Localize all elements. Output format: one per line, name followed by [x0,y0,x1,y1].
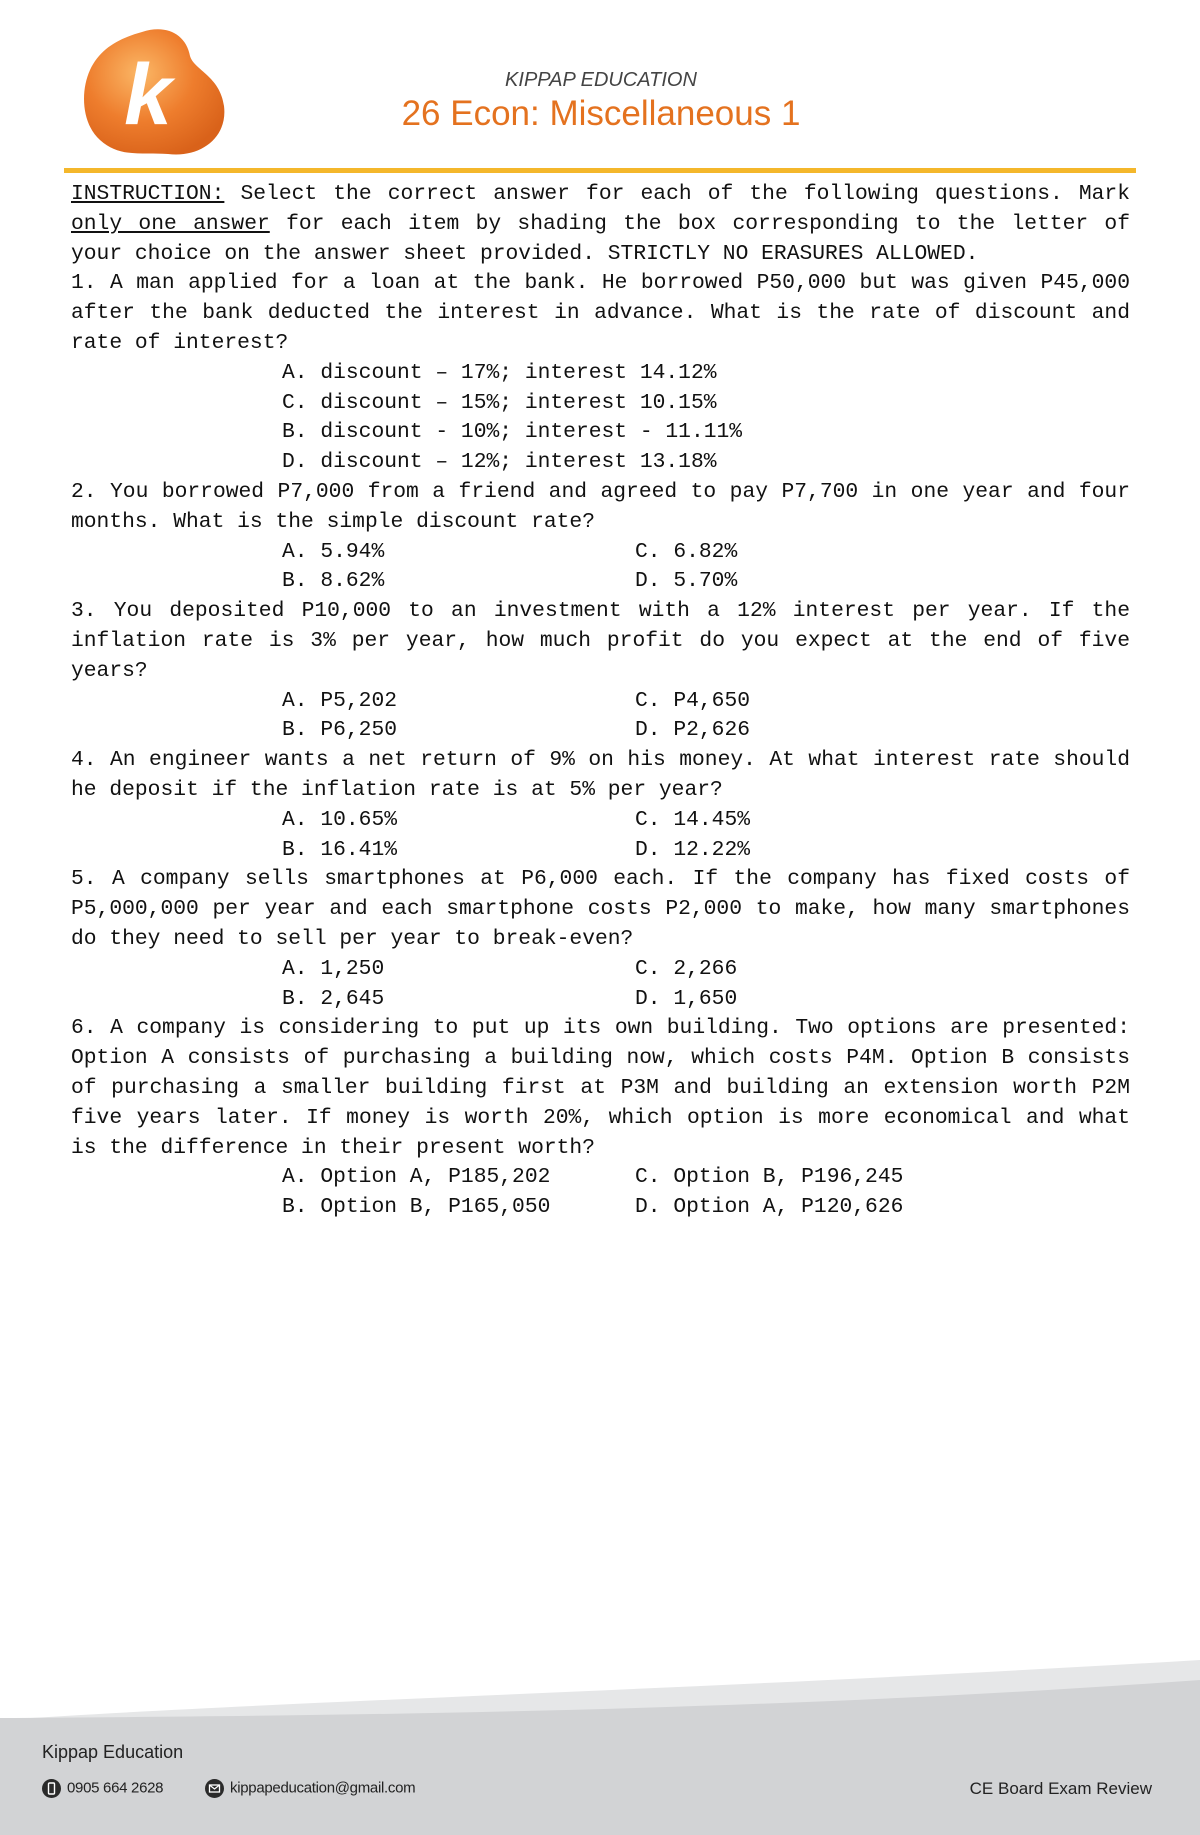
question-1-choice-b: B. discount - 10%; interest - 11.11% [282,420,743,445]
question-4-choice-d: D. 12.22% [635,837,751,862]
question-2-choices [282,538,1130,598]
question-6-choice-b: B. Option B, P165,050 [282,1195,551,1220]
mobile-phone-icon [42,1779,61,1798]
question-5-choice-a: A. 1,250 [282,956,385,981]
kippap-logo [80,26,228,160]
question-3-text: 3. You deposited P10,000 to an investment with a 12% interest per year. If the inflation rate is 3% per year, how much profit do you expect at the end of five years? [71,599,1130,683]
question-3-choices [282,687,1130,747]
question-6-choices [282,1163,1130,1223]
question-6-choice-c: C. Option B, P196,245 [635,1165,904,1190]
question-1-choice-a: A. discount – 17%; interest 14.12% [282,360,717,385]
footer-tagline: CE Board Exam Review [969,1779,1152,1798]
organization-name: KIPPAP EDUCATION [505,69,697,91]
question-5-choice-c: C. 2,266 [635,956,738,981]
question-4-choice-b: B. 16.41% [282,837,398,862]
question-6-text: 6. A company is considering to put up its own building. Two options are presented: Option A consists of purchasing a building now, which costs P4M. Option B consists of purchasing a smaller building first at P3M and building an extension worth P2M five years later. If money is worth 20%, which option is more economical and what is the difference in their present worth? [71,1016,1130,1160]
question-3-choice-a: A. P5,202 [282,688,398,713]
question-4-choices [282,806,1130,866]
footer-email-address: kippapeducation@gmail.com [230,1779,416,1797]
question-2-choice-b: B. 8.62% [282,569,385,594]
instruction-paragraph [71,180,1130,269]
question-5-choices [282,955,1130,1015]
page-title: 26 Econ: Miscellaneous 1 [401,94,801,133]
footer-phone-number: 0905 664 2628 [67,1779,164,1797]
logo-letter: k [124,47,172,143]
question-1-text: 1. A man applied for a loan at the bank. He borrowed P50,000 but was given P45,000 after the bank deducted the interest in advance. What is the rate of discount and rate of interest? [71,271,1130,355]
question-1-choice-d: D. discount – 12%; interest 13.18% [282,450,717,475]
question-2-choice-a: A. 5.94% [282,539,385,564]
instruction-label: INSTRUCTION: [71,182,225,206]
question-sheet [71,180,1130,1223]
question-2-text: 2. You borrowed P7,000 from a friend and agreed to pay P7,700 in one year and four months. What is the simple discount rate? [71,479,1130,534]
question-4-choice-c: C. 14.45% [635,807,751,832]
question-3-choice-b: B. P6,250 [282,718,398,743]
question-4-choice-a: A. 10.65% [282,807,398,832]
instruction-emphasis: only one answer [71,211,270,236]
question-6-choice-a: A. Option A, P185,202 [282,1165,551,1190]
instruction-text-1: Select the correct answer for each of the following questions. Mark [224,182,1130,206]
question-3-choice-c: C. P4,650 [635,688,751,713]
footer-phone [42,1779,163,1798]
question-3-choice-d: D. P2,626 [635,718,751,743]
question-5-choice-d: D. 1,650 [635,986,738,1011]
question-5-choice-b: B. 2,645 [282,986,385,1011]
question-2-choice-c: C. 6.82% [635,539,738,564]
email-icon [205,1779,224,1798]
question-5-text: 5. A company sells smartphones at P6,000 each. If the company has fixed costs of P5,000,000 per year and each smartphone costs P2,000 to make, how many smartphones do they need to sell per year to break-even? [71,867,1130,951]
question-6-choice-d: D. Option A, P120,626 [635,1195,904,1220]
footer-email [205,1779,415,1798]
footer-organization: Kippap Education [42,1742,184,1762]
instruction-text-2: for each item by shading the box corresponding to the letter of your choice on the answer sheet provided. STRICTLY NO ERASURES ALLOWED. [71,211,1130,266]
question-1-choice-c: C. discount – 15%; interest 10.15% [282,390,717,415]
question-4-text: 4. An engineer wants a net return of 9% on his money. At what interest rate should he deposit if the inflation rate is at 5% per year? [71,748,1130,802]
question-2-choice-d: D. 5.70% [635,569,738,594]
header-divider [64,168,1136,173]
